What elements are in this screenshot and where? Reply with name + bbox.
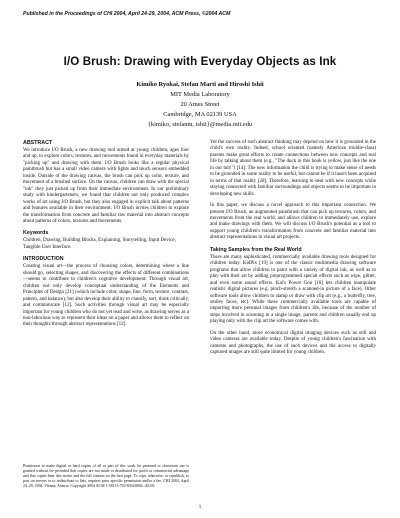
body-paragraph: Yet the success of such abstract thinking may depend on how it is grounded in the child's own reality. Indeed, school oriented (namely American middle-class) parents make great efforts to create connections between new concepts and real life by talking about them (e.g., "The duck in this book is yellow, just like the one in our tub!") [14]. The new information the child is trying to make sense of needs to be grounded in some reality to be useful, but cannot be if it hasn't been acquired in terms of that reality [28]. Therefore, learning to deal with new concepts while staying connected with familiar surroundings and objects seems to be important in developing new skills. [210, 140, 376, 197]
introduction-text: Creating visual art—the process of choosing colors, determining where a line should go, selecting shapes, and discovering the effects of different combinations—seems to contribute to children's cognitive development. Through visual art, children not only develop conceptual understanding of the Elements and Principles of Design [21] (which include color, shape, line, form, texture, contrast, pattern, and balance), but also develop their ability to classify, sort, think critically, and communicate [12]. Such activities through visual art may be especially important for young children who do not yet read and write, as drawing serves as a non-laborious way to represent their ideas on a paper and allows them to reflect on their thoughts through abstract representations [12]. [23, 264, 189, 328]
right-column [210, 140, 376, 362]
keywords-heading: Keywords [23, 230, 49, 237]
publication-note: Published in the Proceedings of CHI 2004, April 24-29, 2004, ACM Press, ©2004 ACM [23, 11, 231, 17]
introduction-heading: INTRODUCTION [23, 256, 64, 263]
keywords-text: Children, Drawing, Building Blocks, Explaining, Storytelling, Input Device, Tangible User Interface. [23, 238, 176, 250]
abstract-heading: ABSTRACT [23, 140, 53, 146]
section-heading: Taking Samples from the Real World [210, 246, 302, 253]
paper-title: I/O Brush: Drawing with Everyday Objects as Ink [63, 55, 337, 68]
left-column [23, 140, 189, 334]
body-paragraph: There are many sophisticated, commercially available drawing tools designed for children today. KidPix [19] is one of the classic multimedia drawing software programs that allow children to paint with a variety of digital ink, as well as to play with their art by adding preprogrammed special effects such as wipe, glitter, and even some sound effects. Kai's Power Goo [18] lets children manipulate realistic digital pictures (e.g. pinch-stretch a scanned-in picture of a face). Other software tools allow children to stamp or draw with clip art (e.g., a butterfly, tree, smiley faces, etc). While these commercially available tools are capable of importing more personal images from children's life, because of the number of steps involved in scanning in a single image, parents and children usually end up playing only with the clip art the software comes with. [210, 254, 376, 325]
address-street: 20 Ames Street [180, 101, 220, 108]
copyright-footnote: Permission to make digital or hard copies of all or part of this work for personal or classroom use is granted without fee provided that copies are not made or distributed for profit or commercial advantage and that copies bear this notice and the full citation on the first page. To copy otherwise, or republish, to post on servers or to redistribute to lists, requires prior specific permission and/or a fee. CHI 2004, April 24–29, 2004, Vienna, Austria. Copyright 2004 ACM 1-58113-702-8/04/0004...$5.00. [23, 464, 189, 488]
abstract-text: We introduce I/O Brush, a new drawing tool aimed at young children, ages four and up, to explore colors, textures, and movements found in everyday materials by "picking up" and drawing with them. I/O Brush looks like a regular physical paintbrush but has a small video camera with lights and touch sensors embedded inside. Outside of the drawing canvas, the brush can pick up color, texture, and movement of a brushed surface. On the canvas, children can draw with the special "ink" they just picked up from their immediate environment. In our preliminary study with kindergarteners, we found that children not only produced complex works of art using I/O Brush, but they also engaged in explicit talk about patterns and features available in their environment. I/O Brush invites children to explore the transformation from concrete and familiar raw material into abstract concepts about patterns of colors, textures and movements. [23, 148, 189, 224]
affiliation: MIT Media Laboratory [170, 91, 230, 98]
body-paragraph: On the other hand, more economical digital imaging devices such as still and video cameras are available today. Despite of young children's fascination with cameras and photographs, the use of such devices and the access to digitally captured images are still quite limited for young children. [210, 330, 376, 356]
author-email: {kimiko, stefanm, ishii}@media.mit.edu [147, 121, 253, 128]
author-names: Kimiko Ryokai, Stefan Marti and Hiroshi Ishii [136, 81, 264, 88]
body-paragraph: In this paper, we discuss a novel approach to this important connection. We present I/O Brush, an augmented paintbrush that can pick up textures, colors, and movements from the real world, and allows children to immediately use, explore and make drawings with them. We will discuss I/O Brush's potential as a tool to support young children's transformation from concrete and familiar material into abstract representations in visual art projects. [210, 203, 376, 241]
page-number: 1 [198, 505, 202, 510]
address-city: Cambridge, MA 02139 USA [163, 111, 237, 118]
author-block [0, 80, 400, 130]
